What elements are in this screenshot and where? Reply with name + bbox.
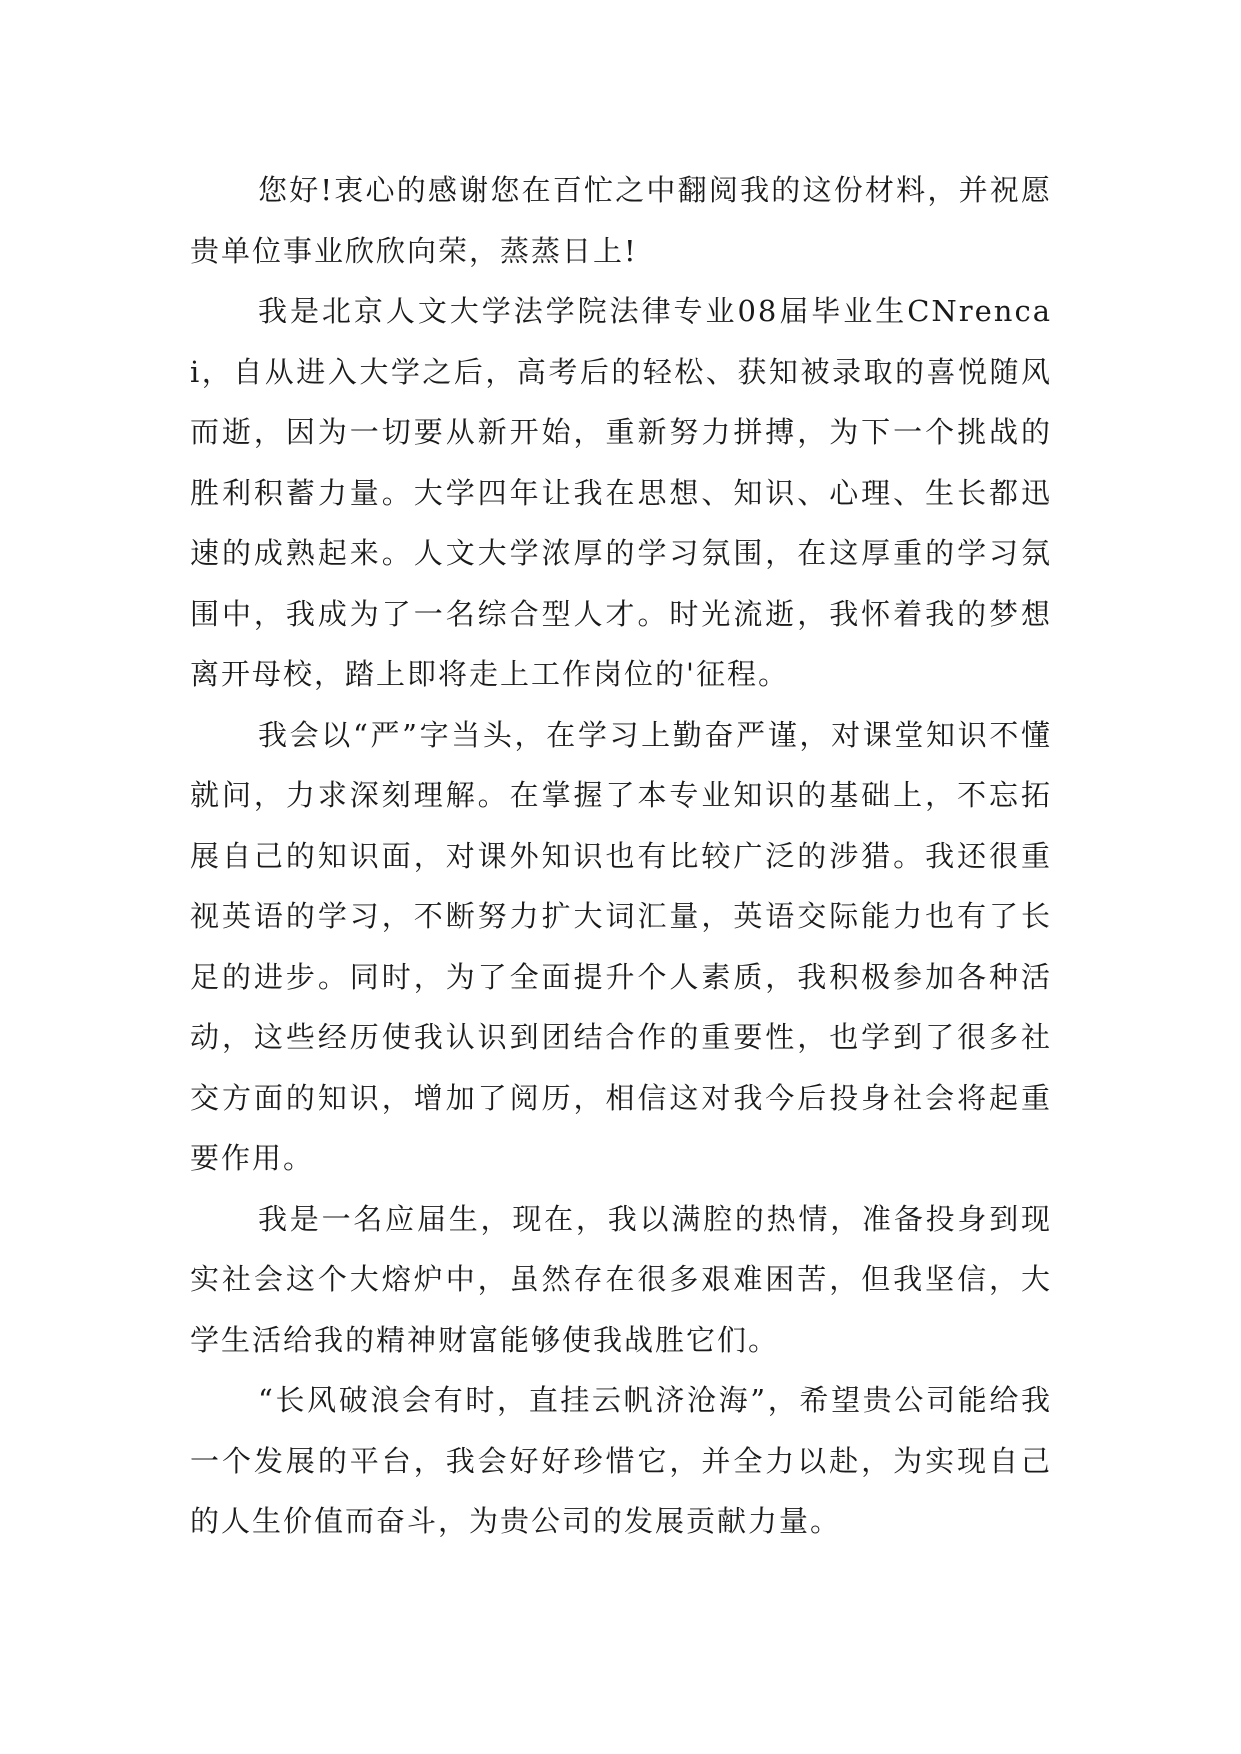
- paragraph-closing: “长风破浪会有时，直挂云帆济沧海”，希望贵公司能给我一个发展的平台，我会好好珍惜它，并全力以赴，为实现自己的人生价值而奋斗，为贵公司的发展贡献力量。: [190, 1383, 1052, 1538]
- paragraph-introduction: 我是北京人文大学法学院法律专业08届毕业生CNrencai，自从进入大学之后，高考后的轻松、获知被录取的喜悦随风而逝，因为一切要从新开始，重新努力拼搏，为下一个挑战的胜利积蓄力量。大学四年让我在思想、知识、心理、生长都迅速的成熟起来。人文大学浓厚的学习氛围，在这厚重的学习氛围中，我成为了一名综合型人才。时光流逝，我怀着我的梦想离开母校，踏上即将走上工作岗位的'征程。: [190, 294, 1052, 691]
- paragraph-greeting: 您好!衷心的感谢您在百忙之中翻阅我的这份材料，并祝愿贵单位事业欣欣向荣，蒸蒸日上!: [190, 173, 1052, 268]
- letter-body: [190, 160, 1052, 1552]
- paragraph-graduate: 我是一名应届生，现在，我以满腔的热情，准备投身到现实社会这个大熔炉中，虽然存在很多艰难困苦，但我坚信，大学生活给我的精神财富能够使我战胜它们。: [190, 1201, 1052, 1357]
- paragraph-study: 我会以“严”字当头，在学习上勤奋严谨，对课堂知识不懂就问，力求深刻理解。在掌握了本专业知识的基础上，不忘拓展自己的知识面，对课外知识也有比较广泛的涉猎。我还很重视英语的学习，不断努力扩大词汇量，英语交际能力也有了长足的进步。同时，为了全面提升个人素质，我积极参加各种活动，这些经历使我认识到团结合作的重要性，也学到了很多社交方面的知识，增加了阅历，相信这对我今后投身社会将起重要作用。: [190, 717, 1052, 1175]
